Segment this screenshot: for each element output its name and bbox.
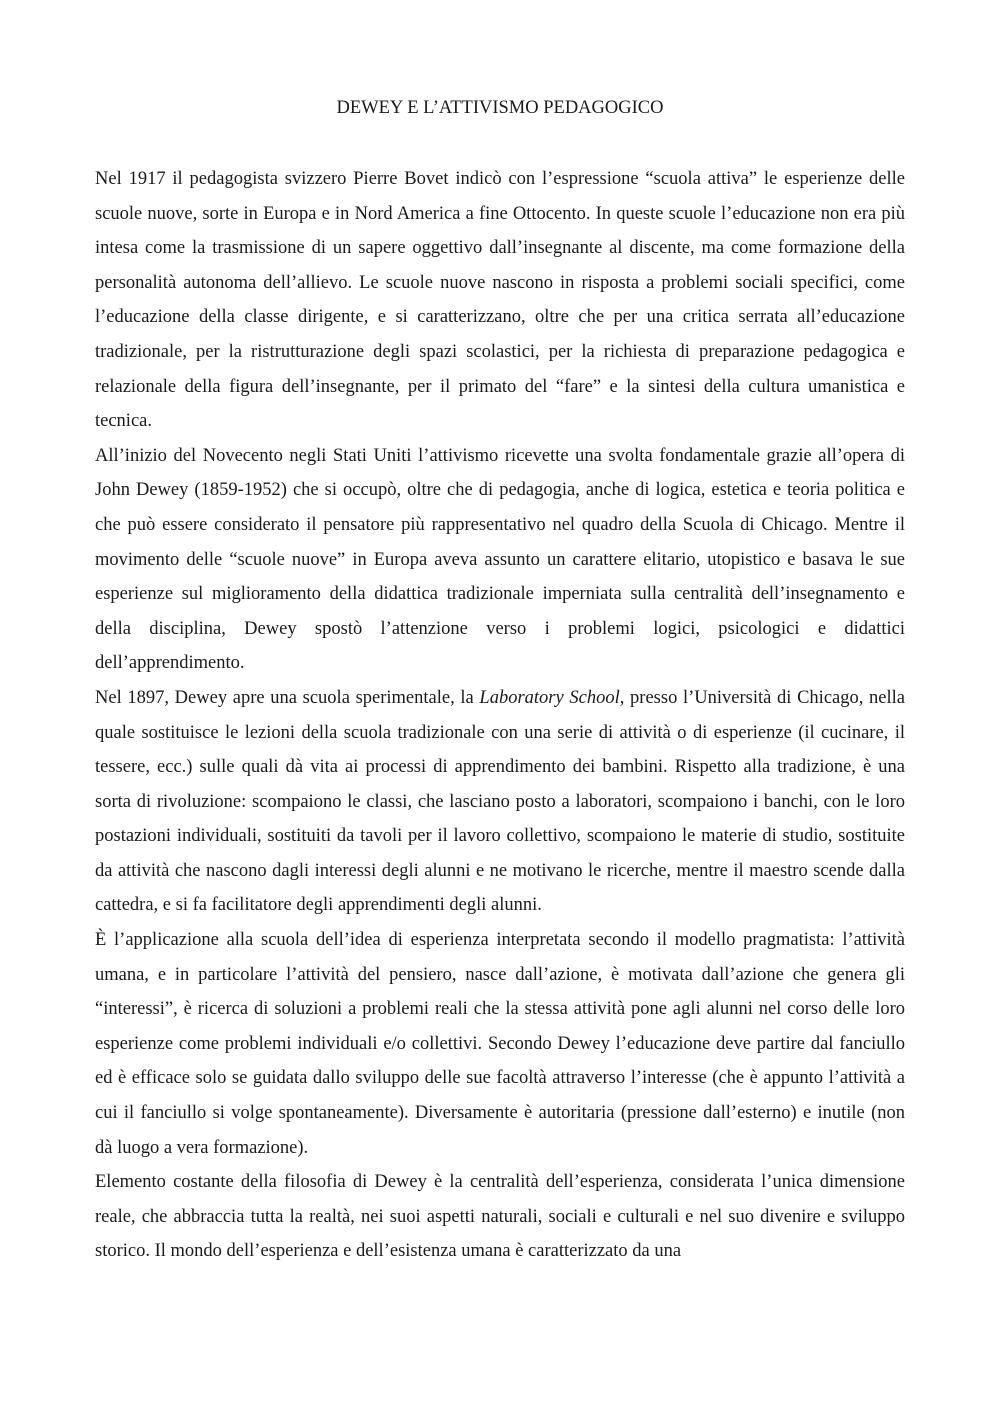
paragraph-laboratory-text-after: , presso l’Università di Chicago, nella quale sostituisce le lezioni della scuola tradizionale con una serie di attività o di esperienze (il cucinare, il tessere, ecc.) sulle quali dà vita ai processi di apprendimento dei bambini. Rispetto alla tradizione, è una sorta di rivoluzione: scompaiono le classi, che lasciano posto a laboratori, scompaiono i banchi, con le loro postazioni individuali, sostituiti da tavoli per il lavoro collettivo, scompaiono le materie di studio, sostituite da attività che nascono dagli interessi degli alunni e ne motivano le ricerche, mentre il maestro scende dalla cattedra, e si fa facilitatore degli apprendimenti degli alunni. [95, 687, 905, 916]
paragraph-dewey-chicago: All’inizio del Novecento negli Stati Uniti l’attivismo ricevette una svolta fondamentale grazie all’opera di John Dewey (1859-1952) che si occupò, oltre che di pedagogia, anche di logica, estetica e teoria politica e che può essere considerato il pensatore più rappresentativo nel quadro della Scuola di Chicago. Mentre il movimento delle “scuole nuove” in Europa aveva assunto un carattere elitario, utopistico e basava le sue esperienze sul miglioramento della didattica tradizionale imperniata sulla centralità dell’insegnamento e della disciplina, Dewey spostò l’attenzione verso i problemi logici, psicologici e didattici dell’apprendimento. [95, 445, 905, 674]
paragraph-scuola-attiva: Nel 1917 il pedagogista svizzero Pierre Bovet indicò con l’espressione “scuola attiva” le esperienze delle scuole nuove, sorte in Europa e in Nord America a fine Ottocento. In queste scuole l’educazione non era più intesa come la trasmissione di un sapere oggettivo dall’insegnante al discente, ma come formazione della personalità autonoma dell’allievo. Le scuole nuove nascono in risposta a problemi sociali specifici, come l’educazione della classe dirigente, e si caratterizzano, oltre che per una critica serrata all’educazione tradizionale, per la ristrutturazione degli spazi scolastici, per la richiesta di preparazione pedagogica e relazionale della figura dell’insegnante, per il primato del “fare” e la sintesi della cultura umanistica e tecnica. [95, 169, 905, 432]
paragraph-laboratory-school [95, 681, 905, 923]
paragraph-pragmatismo: È l’applicazione alla scuola dell’idea di esperienza interpretata secondo il modello pragmatista: l’attività umana, e in particolare l’attività del pensiero, nasce dall’azione, è motivata dall’azione che genera gli “interessi”, è ricerca di soluzioni a problemi reali che la stessa attività pone agli alunni nel corso delle loro esperienze come problemi individuali e/o collettivi. Secondo Dewey l’educazione deve partire dal fanciullo ed è efficace solo se guidata dallo sviluppo delle sue facoltà attraverso l’interesse (che è appunto l’attività a cui il fanciullo si volge spontaneamente). Diversamente è autoritaria (pressione dall’esterno) e inutile (non dà luogo a vera formazione). [95, 930, 905, 1158]
document-body [95, 162, 905, 1269]
document-title: DEWEY E L’ATTIVISMO PEDAGOGICO [336, 98, 664, 118]
paragraph-esperienza: Elemento costante della filosofia di Dewey è la centralità dell’esperienza, considerata l’unica dimensione reale, che abbraccia tutta la realtà, nei suoi aspetti naturali, sociali e culturali e nel suo divenire e sviluppo storico. Il mondo dell’esperienza e dell’esistenza umana è caratterizzato da una [95, 1172, 905, 1262]
laboratory-school-italic: Laboratory School [479, 687, 620, 708]
paragraph-laboratory-text-before: Nel 1897, Dewey apre una scuola sperimentale, la [95, 687, 480, 708]
